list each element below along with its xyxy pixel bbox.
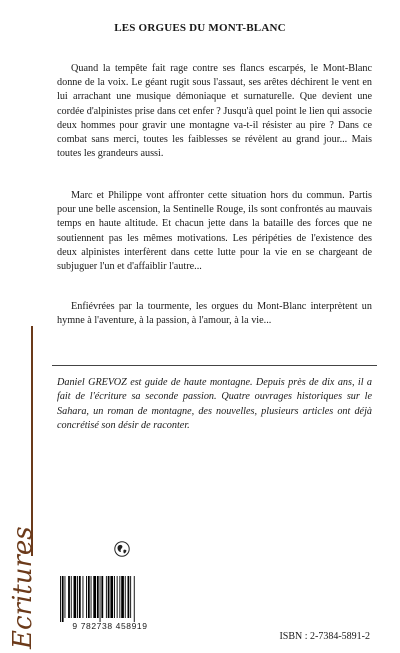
summary-paragraph-2: [57, 189, 372, 274]
collection-logo: [4, 516, 38, 651]
barcode-bar: [79, 576, 81, 618]
barcode-bar: [125, 576, 126, 618]
barcode-bar: [93, 576, 96, 618]
barcode-bar: [117, 576, 118, 618]
barcode-bar: [134, 576, 135, 622]
globe-logo-icon: [114, 541, 130, 557]
barcode-bar: [114, 576, 115, 618]
barcode-bar: [68, 576, 70, 618]
barcode-number: 9 782738 458919: [72, 621, 148, 631]
barcode-bar: [71, 576, 72, 618]
barcode: [56, 576, 164, 640]
author-note: Daniel GREVOZ est guide de haute montagne. Depuis près de dix ans, il a fait de l'écriture sa seconde passion. Quatre ouvrages historiques sur le Sahara, un roman de montagne, des nouvelles, plusieurs articles ont déjà concrétisé son désir de raconter.: [57, 377, 372, 432]
barcode-bar: [88, 576, 90, 618]
barcode-bar: [101, 576, 103, 618]
barcode-bar: [65, 576, 66, 618]
barcode-bar: [86, 576, 87, 618]
barcode-bar: [128, 576, 130, 618]
barcode-bar: [60, 576, 61, 622]
isbn: ISBN : 2-7384-5891-2: [279, 631, 370, 642]
section-divider: [52, 365, 377, 366]
summary-paragraph-1: [57, 62, 372, 161]
barcode-bar: [100, 576, 101, 622]
barcode-bar: [110, 576, 113, 618]
barcode-bar: [106, 576, 107, 618]
book-title: LES ORGUES DU MONT-BLANC: [114, 22, 286, 34]
barcode-bar: [74, 576, 77, 618]
barcode-bar: [121, 576, 124, 618]
barcode-bar: [77, 576, 78, 618]
paragraph-text: Marc et Philippe vont affronter cette situation hors du commun. Partis pour une belle ascension, la Sentinelle Rouge, ils sont confrontés au mauvais temps en haute altitude. Et chacun jette dans la bataille des forces que ne soutiennent pas les mêmes motivations. Les péripéties de l'existence des deux alpinistes interfèrent dans cette lutte pour la vie en se chargeant de subjuguer l'un et d'affaiblir l'autre...: [57, 190, 372, 273]
paragraph-text: Enfiévrées par la tourmente, les orgues du Mont-Blanc interprètent un hymne à l'aventure, à la passion, à l'amour, à la vie...: [57, 301, 372, 327]
barcode-bars: [56, 576, 164, 622]
barcode-bar: [91, 576, 92, 618]
summary-paragraph-3: [57, 300, 372, 328]
barcode-bar: [130, 576, 131, 618]
barcode-bar: [119, 576, 120, 618]
barcode-bar: [62, 576, 64, 622]
barcode-bar: [108, 576, 110, 618]
barcode-bar: [83, 576, 84, 618]
collection-logo-text: Ecritures: [8, 526, 38, 649]
paragraph-text: Quand la tempête fait rage contre ses flancs escarpés, le Mont-Blanc donne de la voix. Le géant rugit sous l'assaut, ses arêtes déchirent le vent en lui arrachant une musique démoniaque et surnaturelle. Que devient une cordée d'alpinistes prise dans cet enfer ? Jusqu'à quel point le lien qui associe deux hommes pour gravir une montagne va-t-il résister au pire ? Dans ce combat sans merci, toutes les faiblesses se révèlent au grand jour... Mais toutes les grandeurs aussi.: [57, 63, 372, 160]
barcode-bar: [97, 576, 99, 618]
